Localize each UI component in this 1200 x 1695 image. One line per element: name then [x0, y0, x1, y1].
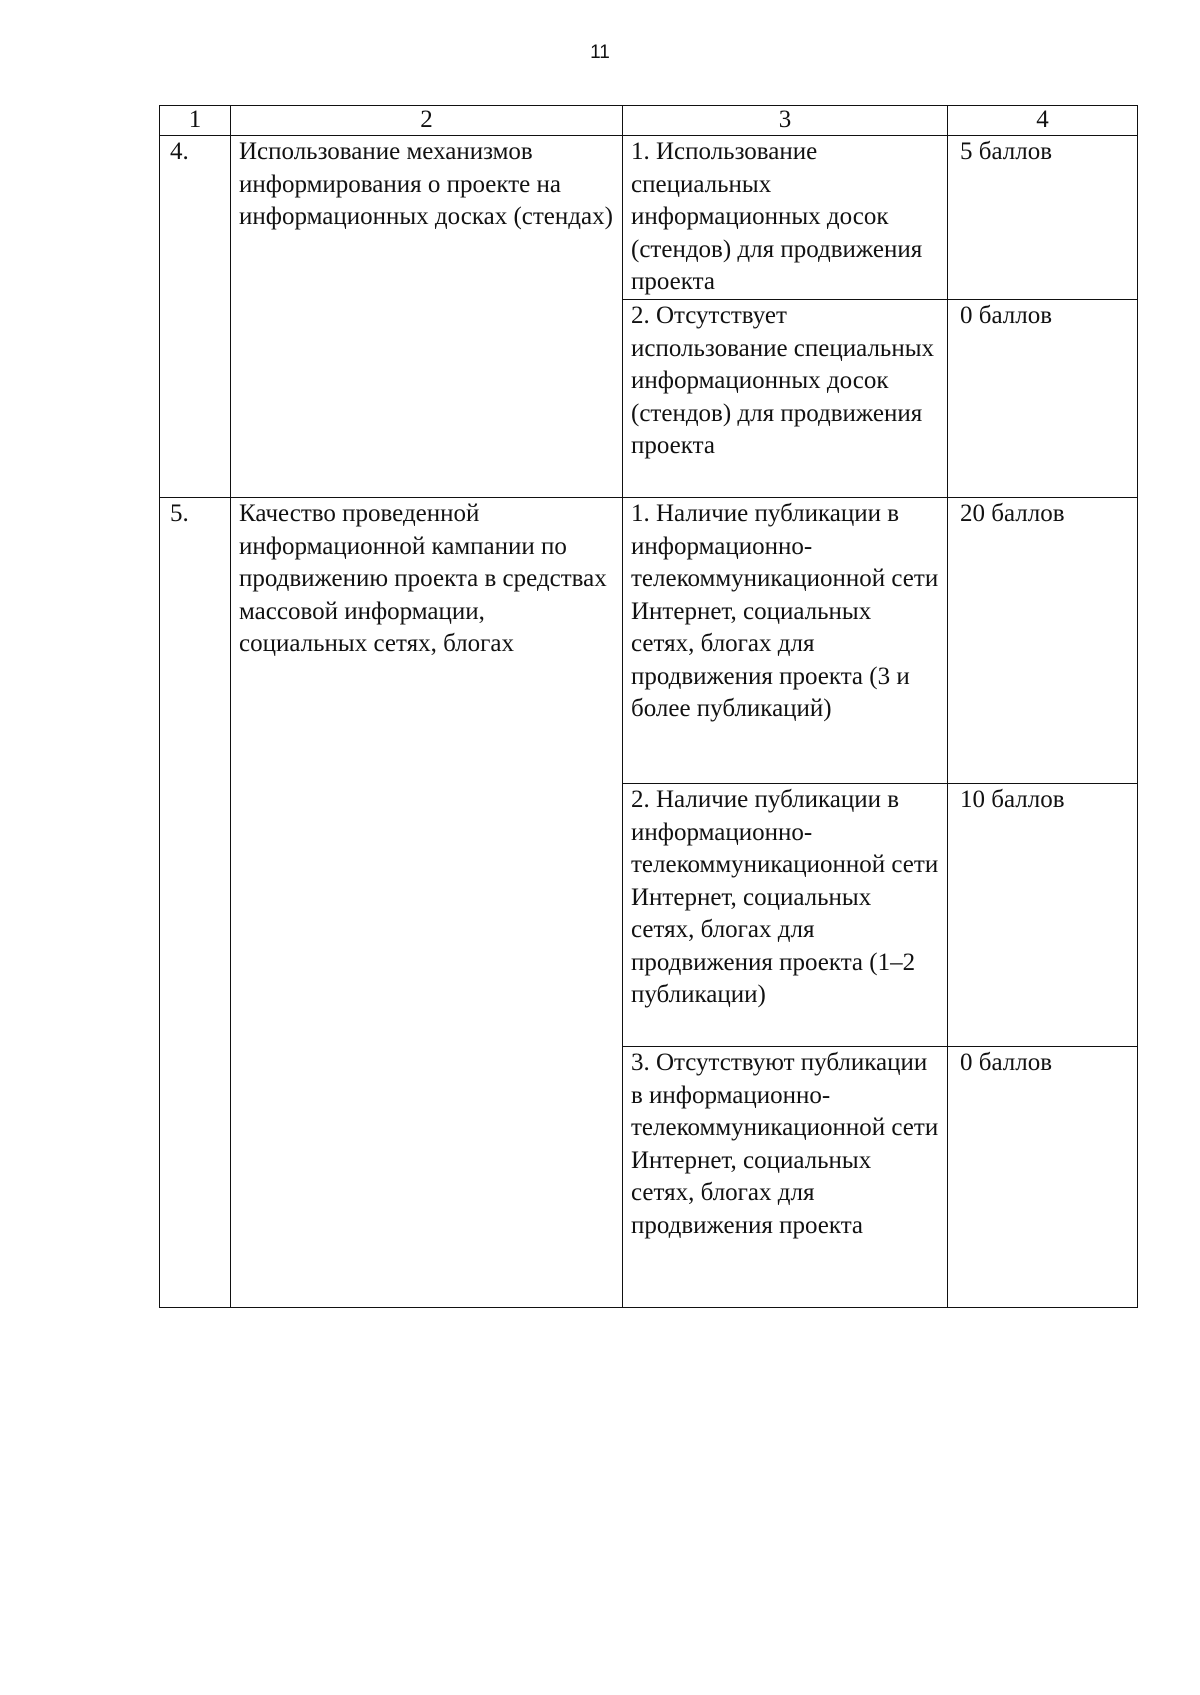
criterion-number: 4.	[160, 136, 231, 498]
table-row	[160, 136, 1138, 300]
option-description: 2. Отсутствует использование специальных информационных досок (стендов) для продвижения проекта	[623, 300, 948, 498]
criterion-text: Качество проведенной информационной кампании по продвижению проекта в средствах массовой информации, социальных сетях, блогах	[231, 498, 623, 1308]
option-points: 0 баллов	[948, 1047, 1138, 1308]
option-description: 1. Использование специальных информационных досок (стендов) для продвижения проекта	[623, 136, 948, 300]
option-points: 20 баллов	[948, 498, 1138, 784]
criterion-number: 5.	[160, 498, 231, 1308]
header-cell-3: 3	[623, 106, 948, 136]
option-description: 2. Наличие публикации в информационно-телекоммуникационной сети Интернет, социальных сетях, блогах для продвижения проекта (1–2 публикации)	[623, 784, 948, 1047]
header-cell-1: 1	[160, 106, 231, 136]
option-points: 10 баллов	[948, 784, 1138, 1047]
criteria-table	[159, 105, 1138, 1308]
table-row	[160, 498, 1138, 784]
criterion-text: Использование механизмов информирования о проекте на информационных досках (стендах)	[231, 136, 623, 498]
header-cell-2: 2	[231, 106, 623, 136]
option-points: 5 баллов	[948, 136, 1138, 300]
table-header-row	[160, 106, 1138, 136]
option-description: 3. Отсутствуют публикации в информационно-телекоммуникационной сети Интернет, социальных сетях, блогах для продвижения проекта	[623, 1047, 948, 1308]
option-points: 0 баллов	[948, 300, 1138, 498]
header-cell-4: 4	[948, 106, 1138, 136]
page-number: 11	[590, 42, 610, 63]
option-description: 1. Наличие публикации в информационно-телекоммуникационной сети Интернет, социальных сетях, блогах для продвижения проекта (3 и более публикаций)	[623, 498, 948, 784]
